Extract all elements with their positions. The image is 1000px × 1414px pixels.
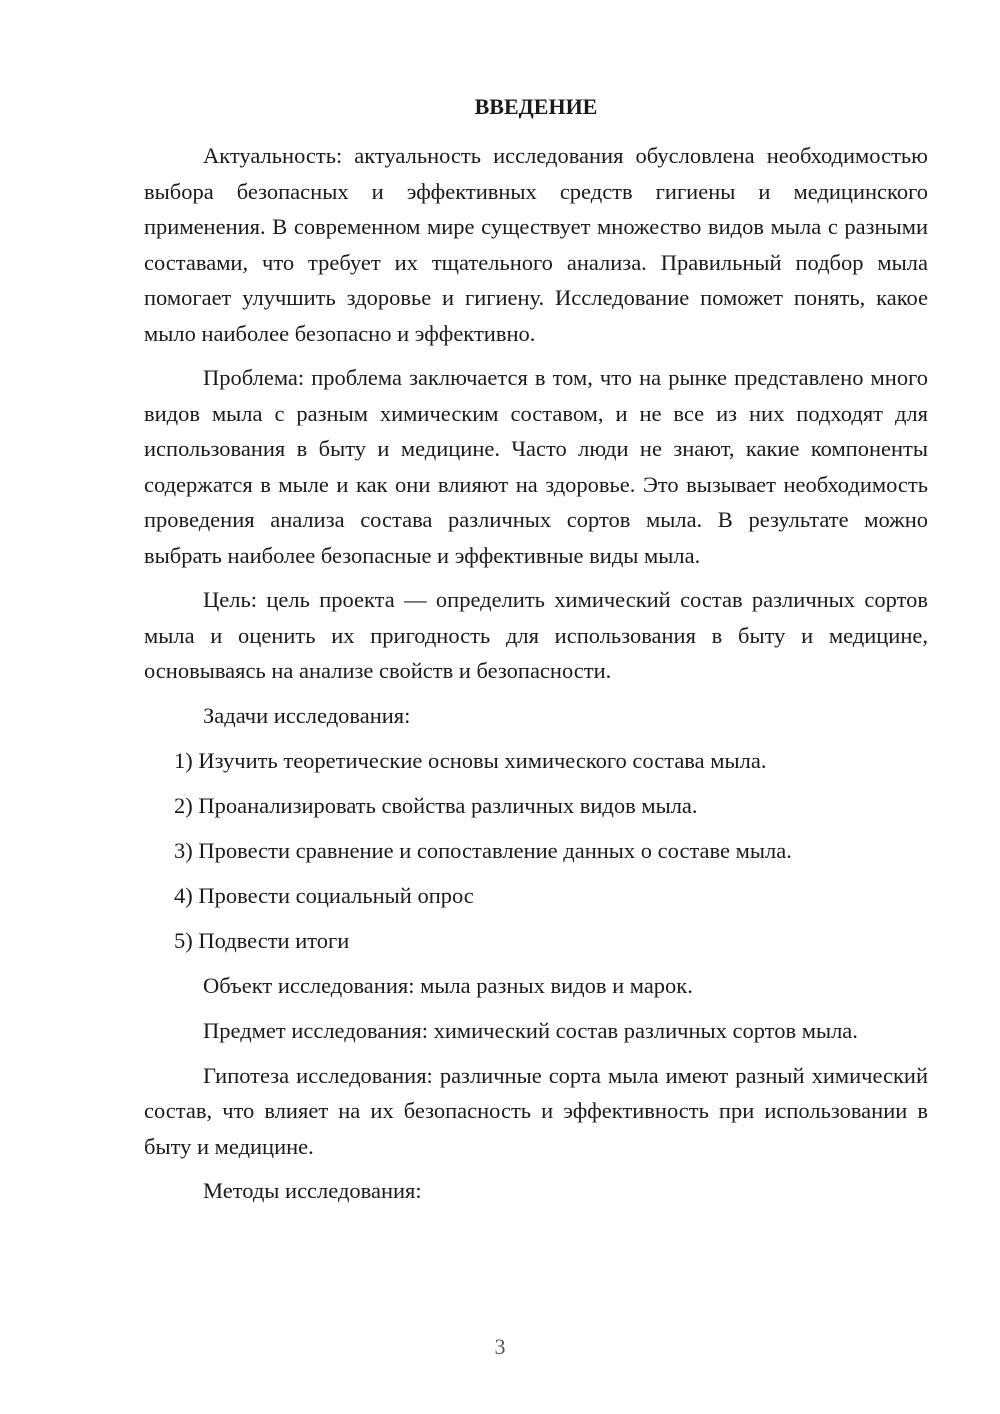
list-item: 4) Провести социальный опрос xyxy=(174,882,474,908)
page-title: ВВЕДЕНИЕ xyxy=(474,94,598,119)
list-item: 5) Подвести итоги xyxy=(174,927,350,953)
page-number: 3 xyxy=(494,1334,506,1359)
list-item: 1) Изучить теоретические основы химического состава мыла. xyxy=(174,747,767,773)
tasks-list xyxy=(144,743,928,959)
problem-paragraph: Проблема: проблема заключается в том, что на рынке представлено много видов мыла с разным химическим составом, и не все из них подходят для использования в быту и медицине. Часто люди не знают, какие компоненты содержатся в мыле и как они влияют на здоровье. Это вызывает необходимость проведения анализа состава различных сортов мыла. В результате можно выбрать наиболее безопасные и эффективные виды мыла. xyxy=(144,365,928,568)
goal-paragraph: Цель: цель проекта — определить химический состав различных сортов мыла и оценить их пригодность для использования в быту и медицине, основываясь на анализе свойств и безопасности. xyxy=(144,587,928,683)
list-item: 3) Провести сравнение и сопоставление данных о составе мыла. xyxy=(174,837,792,863)
document-body xyxy=(144,92,928,1218)
tasks-heading: Задачи исследования: xyxy=(203,702,411,728)
relevance-paragraph: Актуальность: актуальность исследования обусловлена необходимостью выбора безопасных и эффективных средств гигиены и медицинского применения. В современном мире существует множество видов мыла с разными составами, что требует их тщательного анализа. Правильный подбор мыла помогает улучшить здоровье и гигиену. Исследование поможет понять, какое мыло наиболее безопасно и эффективно. xyxy=(144,143,928,346)
methods-heading: Методы исследования: xyxy=(203,1178,422,1203)
research-subject: Предмет исследования: химический состав различных сортов мыла. xyxy=(203,1017,858,1043)
hypothesis-paragraph: Гипотеза исследования: различные сорта мыла имеют разный химический состав, что влияет на их безопасность и эффективность при использовании в быту и медицине. xyxy=(144,1062,928,1159)
list-item: 2) Проанализировать свойства различных видов мыла. xyxy=(174,792,698,818)
research-object: Объект исследования: мыла разных видов и марок. xyxy=(203,972,693,998)
